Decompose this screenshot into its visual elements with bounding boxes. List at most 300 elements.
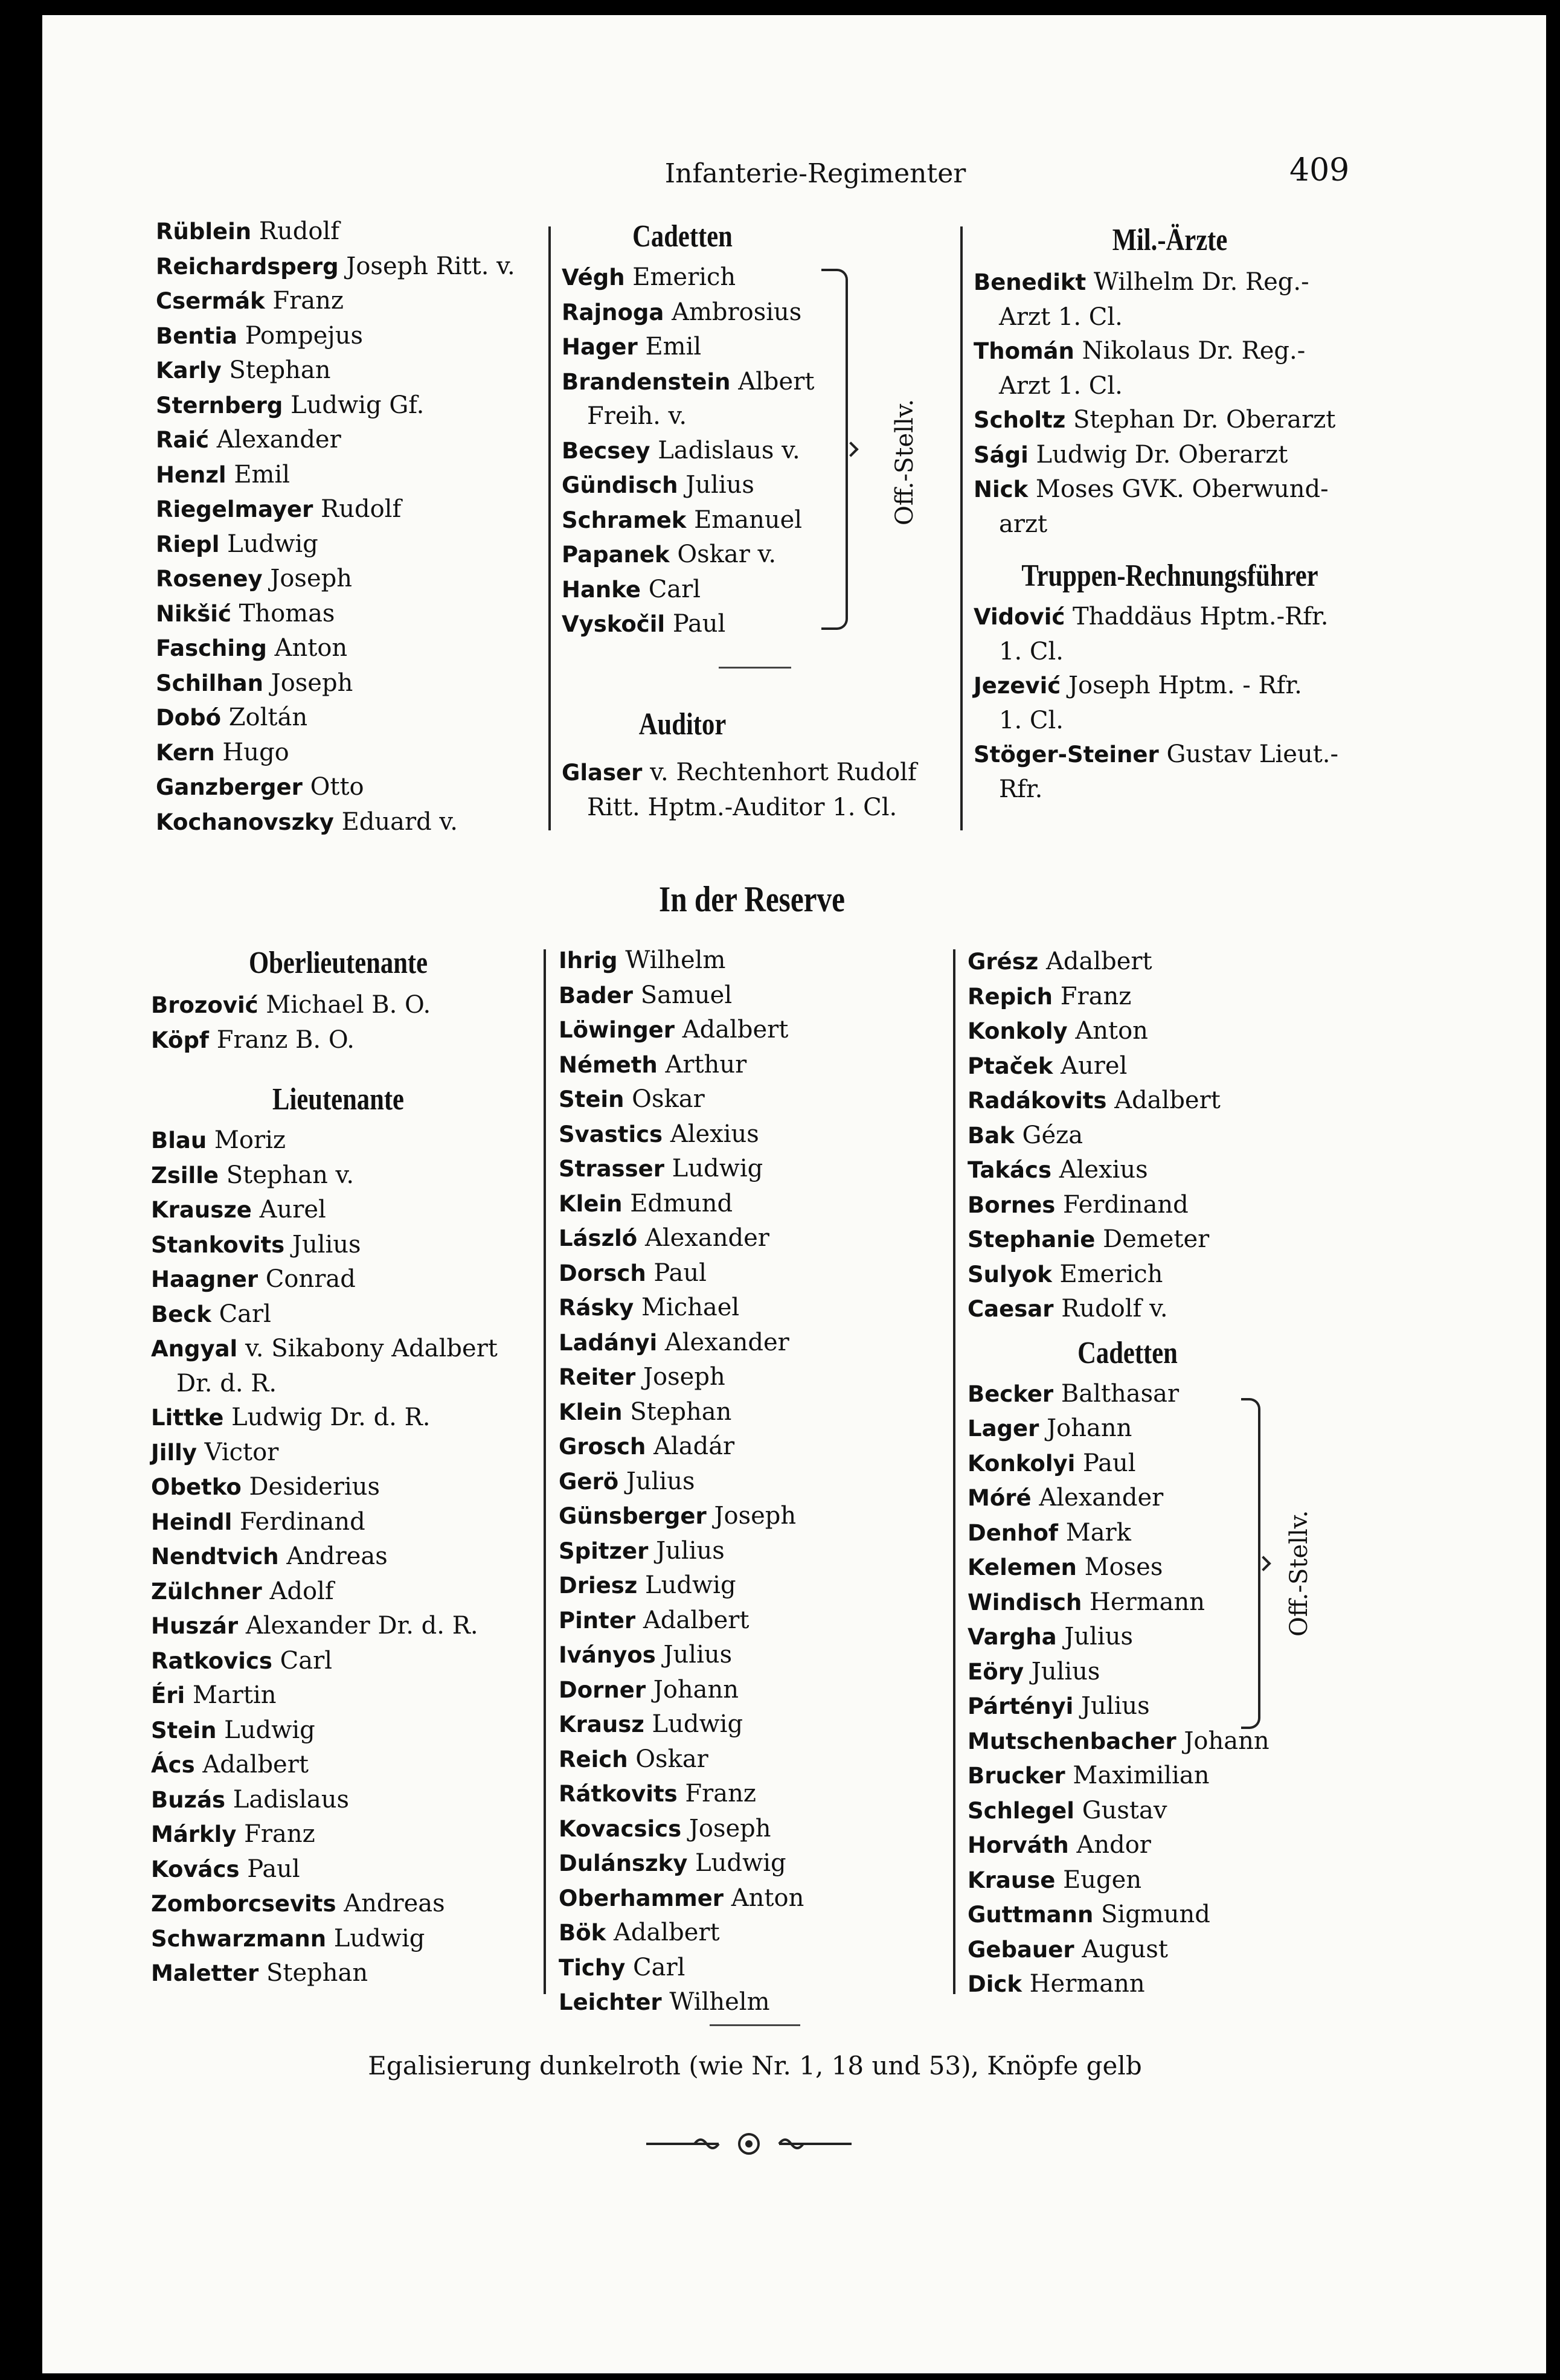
given-name-rank: Wilhelm xyxy=(625,946,726,974)
surname: Stephanie xyxy=(968,1227,1096,1253)
given-name-rank: Oskar xyxy=(632,1085,705,1113)
given-name-rank: Ludwig xyxy=(227,530,318,558)
list-item xyxy=(559,1812,945,1847)
list-item xyxy=(968,1585,1378,1620)
list-item xyxy=(559,1846,945,1881)
list-item xyxy=(559,1221,945,1256)
reserve-heading: In der Reserve xyxy=(659,879,845,919)
surname: Spitzer xyxy=(559,1538,649,1564)
surname: Oberhammer xyxy=(559,1885,724,1911)
surname: Csermák xyxy=(156,288,265,314)
given-name-rank: Arzt 1. Cl. xyxy=(999,303,1123,331)
list-item xyxy=(968,945,1378,980)
surname: Huszár xyxy=(151,1613,239,1639)
given-name-rank: Ludwig xyxy=(333,1924,425,1952)
list-item xyxy=(151,1228,538,1263)
list-item xyxy=(968,1967,1378,2002)
given-name-rank: Joseph xyxy=(270,565,352,592)
list-item xyxy=(559,1568,945,1603)
given-name-rank: Adolf xyxy=(269,1577,334,1605)
list-item xyxy=(559,1742,945,1777)
given-name-rank: Mark xyxy=(1065,1518,1131,1547)
given-name-rank: Ambrosius xyxy=(672,298,802,326)
given-name-rank: Moriz xyxy=(214,1126,286,1154)
surname: Jezević xyxy=(974,673,1061,699)
surname: Riegelmayer xyxy=(156,496,313,522)
list-item xyxy=(559,978,945,1013)
list-item xyxy=(559,1985,945,2020)
list-item xyxy=(559,1603,945,1638)
list-item xyxy=(156,562,542,597)
list-item xyxy=(151,1367,538,1401)
given-name-rank: Ferdinand xyxy=(1063,1190,1189,1219)
list-item xyxy=(562,791,960,825)
surname: Pinter xyxy=(559,1607,636,1634)
list-item xyxy=(559,1916,945,1951)
section-divider xyxy=(719,667,791,669)
surname: Schwarzmann xyxy=(151,1925,327,1952)
oberlieutenante-list xyxy=(151,988,538,1057)
reserve-middle-column xyxy=(559,943,945,2020)
ornament-icon xyxy=(646,2132,852,2156)
given-name-rank: Joseph xyxy=(271,669,353,697)
list-item xyxy=(559,1013,945,1048)
list-item xyxy=(151,1783,538,1818)
surname: Kochanovszky xyxy=(156,809,334,835)
list-item xyxy=(559,1395,945,1430)
given-name-rank: Hugo xyxy=(222,738,289,766)
surname: Radákovits xyxy=(968,1088,1107,1114)
list-item xyxy=(974,737,1384,772)
list-item xyxy=(156,353,542,388)
reserve-cadetten-bracket xyxy=(1241,1398,1260,1729)
list-item xyxy=(151,1193,538,1228)
given-name-rank: Zoltán xyxy=(228,704,308,731)
surname: Krausz xyxy=(559,1711,644,1737)
surname: Horváth xyxy=(968,1832,1069,1858)
surname: Reichardsperg xyxy=(156,253,339,280)
given-name-rank: Anton xyxy=(274,634,348,662)
given-name-rank: Michael B. O. xyxy=(266,991,431,1019)
given-name-rank: Rudolf xyxy=(258,217,340,245)
surname: Krausze xyxy=(151,1197,252,1223)
given-name-rank: Alexander xyxy=(1039,1484,1164,1512)
given-name-rank: Aladár xyxy=(653,1432,735,1460)
auditor-heading: Auditor xyxy=(638,707,727,742)
reserve-cadetten-rest xyxy=(968,1724,1378,2002)
surname: Becker xyxy=(968,1381,1054,1407)
reserve-cadetten-bracketed xyxy=(968,1377,1378,1724)
list-item xyxy=(156,492,542,527)
list-item xyxy=(974,704,1384,738)
list-item xyxy=(968,1620,1378,1655)
given-name-rank: Julius xyxy=(656,1536,725,1565)
list-item xyxy=(559,1881,945,1916)
list-item xyxy=(151,1574,538,1609)
list-item xyxy=(968,980,1378,1015)
surname: Guttmann xyxy=(968,1902,1094,1928)
surname: Karly xyxy=(156,358,222,383)
given-name-rank: Oskar xyxy=(635,1745,708,1773)
list-item xyxy=(151,1262,538,1297)
given-name-rank: Pompejus xyxy=(245,321,363,350)
list-item xyxy=(151,1956,538,1991)
reserve-off-stellv-label: Off.-Stellv. xyxy=(1285,1510,1313,1637)
list-item xyxy=(559,1464,945,1500)
surname: Rátkovits xyxy=(559,1781,678,1807)
given-name-rank: Julius xyxy=(663,1641,733,1669)
reserve-left-column xyxy=(151,945,538,1991)
list-item xyxy=(151,1023,538,1058)
given-name-rank: Ludwig xyxy=(695,1849,786,1877)
surname: Blau xyxy=(151,1127,207,1153)
reserve-right-list xyxy=(968,945,1378,1327)
list-item xyxy=(156,458,542,493)
list-item xyxy=(974,265,1384,300)
list-item xyxy=(974,369,1384,403)
list-item xyxy=(968,1222,1378,1257)
given-name-rank: Alexius xyxy=(1059,1156,1148,1184)
surname: Thomán xyxy=(974,338,1074,364)
surname: Becsey xyxy=(562,437,650,464)
surname: Ptaček xyxy=(968,1053,1053,1079)
given-name-rank: Eduard v. xyxy=(341,807,458,836)
given-name-rank: Julius xyxy=(292,1230,361,1259)
list-item xyxy=(156,527,542,562)
given-name-rank: Carl xyxy=(648,575,701,603)
list-item xyxy=(156,249,542,284)
surname: Klein xyxy=(559,1399,623,1425)
given-name-rank: v. Rechtenhort Rudolf xyxy=(650,759,917,786)
list-item xyxy=(559,1082,945,1117)
surname: Littke xyxy=(151,1405,224,1431)
given-name-rank: Paul xyxy=(653,1259,707,1287)
surname: Ladányi xyxy=(559,1329,658,1356)
aerzte-list xyxy=(974,265,1384,541)
list-item xyxy=(968,1794,1378,1829)
given-name-rank: Franz xyxy=(272,287,344,315)
oberlieutenante-heading: Oberlieutenante xyxy=(248,946,428,980)
surname: Nendtvich xyxy=(151,1544,279,1570)
given-name-rank: Sigmund xyxy=(1101,1900,1210,1928)
given-name-rank: Johann xyxy=(1184,1727,1270,1755)
given-name-rank: Emerich xyxy=(1059,1260,1163,1288)
given-name-rank: Julius xyxy=(626,1467,695,1495)
given-name-rank: 1. Cl. xyxy=(999,706,1064,734)
given-name-rank: Anton xyxy=(731,1884,804,1912)
surname: Scholtz xyxy=(974,407,1066,433)
list-item xyxy=(968,1828,1378,1863)
list-item xyxy=(156,770,542,805)
given-name-rank: Franz B. O. xyxy=(216,1025,355,1054)
list-item xyxy=(156,284,542,319)
list-item xyxy=(559,1499,945,1534)
list-item xyxy=(151,1887,538,1922)
given-name-rank: Ferdinand xyxy=(239,1507,365,1536)
surname: Hanke xyxy=(562,576,641,603)
surname: Papanek xyxy=(562,542,670,568)
list-item xyxy=(968,1049,1378,1084)
given-name-rank: Adalbert xyxy=(643,1606,750,1634)
list-item xyxy=(151,1470,538,1505)
given-name-rank: Demeter xyxy=(1103,1225,1210,1253)
auditor-list xyxy=(562,755,960,824)
list-item xyxy=(974,438,1384,473)
surname: László xyxy=(559,1225,638,1251)
surname: Rásky xyxy=(559,1295,634,1321)
given-name-rank: Paul xyxy=(672,610,726,638)
list-item xyxy=(968,1257,1378,1292)
surname: Márkly xyxy=(151,1821,237,1847)
surname: Dobó xyxy=(156,705,222,731)
page-number: 409 xyxy=(1289,152,1350,188)
list-item xyxy=(151,1852,538,1887)
given-name-rank: Ladislaus xyxy=(233,1785,350,1814)
given-name-rank: Franz xyxy=(244,1820,315,1848)
surname: Nikšić xyxy=(156,600,231,627)
list-item xyxy=(559,1048,945,1083)
list-item xyxy=(151,1748,538,1783)
list-item xyxy=(559,1777,945,1812)
list-item xyxy=(968,1118,1378,1153)
list-item xyxy=(156,388,542,423)
given-name-rank: Ludwig xyxy=(652,1710,743,1738)
list-item xyxy=(968,1292,1378,1327)
list-item xyxy=(559,1707,945,1742)
given-name-rank: Eugen xyxy=(1063,1865,1142,1894)
given-name-rank: Dr. d. R. xyxy=(176,1369,277,1397)
surname: Roseney xyxy=(156,566,263,592)
given-name-rank: Desiderius xyxy=(249,1473,380,1501)
given-name-rank: Moses xyxy=(1084,1553,1163,1581)
list-item xyxy=(559,1256,945,1291)
given-name-rank: Emil xyxy=(234,460,290,489)
given-name-rank: Ludwig xyxy=(224,1716,315,1744)
given-name-rank: Aurel xyxy=(1061,1051,1128,1080)
list-item xyxy=(151,1713,538,1748)
given-name-rank: Ludwig Dr. Oberarzt xyxy=(1036,440,1288,469)
given-name-rank: 1. Cl. xyxy=(999,637,1064,666)
surname: Obetko xyxy=(151,1474,242,1500)
surname: Jilly xyxy=(151,1439,197,1466)
surname: Strasser xyxy=(559,1156,664,1182)
given-name-rank: Julius xyxy=(685,471,754,499)
list-item xyxy=(562,330,954,365)
surname: Brandenstein xyxy=(562,368,731,395)
lieutenante-heading: Lieutenante xyxy=(272,1082,404,1117)
given-name-rank: Alexander xyxy=(664,1328,789,1356)
surname: Haagner xyxy=(151,1266,258,1292)
surname: Móré xyxy=(968,1485,1032,1511)
given-name-rank: Martin xyxy=(192,1681,277,1709)
given-name-rank: Maximilian xyxy=(1073,1762,1210,1789)
list-item xyxy=(151,1505,538,1540)
surname: Gündisch xyxy=(562,472,678,498)
surname: Angyal xyxy=(151,1336,238,1362)
column-rule xyxy=(953,949,955,1994)
surname: Ganzberger xyxy=(156,774,303,800)
list-item xyxy=(562,607,954,642)
given-name-rank: Alexander Dr. d. R. xyxy=(245,1612,478,1640)
given-name-rank: Carl xyxy=(633,1953,685,1981)
list-item xyxy=(156,736,542,771)
surname: Reiter xyxy=(559,1364,636,1390)
list-item xyxy=(151,1158,538,1193)
list-item xyxy=(968,1863,1378,1898)
given-name-rank: Moses GVK. Oberwund- xyxy=(1035,475,1329,503)
given-name-rank: Michael xyxy=(641,1294,740,1321)
list-item xyxy=(559,1638,945,1673)
given-name-rank: Andreas xyxy=(344,1890,445,1917)
list-item xyxy=(156,666,542,701)
surname: Németh xyxy=(559,1051,658,1078)
surname: Nick xyxy=(974,476,1029,502)
given-name-rank: Otto xyxy=(310,773,364,801)
given-name-rank: Arzt 1. Cl. xyxy=(999,371,1123,400)
surname: Zülchner xyxy=(151,1578,262,1605)
surname: Löwinger xyxy=(559,1017,675,1043)
surname: Ratkovics xyxy=(151,1647,272,1674)
surname: Sági xyxy=(974,441,1029,468)
list-item xyxy=(151,1539,538,1574)
surname: Éri xyxy=(151,1682,185,1708)
list-item xyxy=(968,1759,1378,1794)
surname: Schlegel xyxy=(968,1797,1074,1824)
surname: Glaser xyxy=(562,760,643,786)
reserve-cadetten-heading: Cadetten xyxy=(1077,1335,1178,1370)
surname: Konkoly xyxy=(968,1018,1068,1044)
officer-list xyxy=(156,214,542,839)
given-name-rank: Victor xyxy=(204,1438,279,1466)
given-name-rank: Adalbert xyxy=(1114,1086,1221,1114)
surname: Brucker xyxy=(968,1763,1065,1789)
lieutenante-list xyxy=(151,1123,538,1991)
surname: Mutschenbacher xyxy=(968,1728,1176,1754)
given-name-rank: Gustav Lieut.- xyxy=(1166,740,1339,768)
surname: Dulánszky xyxy=(559,1850,688,1876)
list-item xyxy=(968,1083,1378,1118)
surname: Caesar xyxy=(968,1296,1054,1322)
given-name-rank: Adalbert xyxy=(682,1016,789,1044)
given-name-rank: Stephan v. xyxy=(226,1161,355,1189)
list-item xyxy=(974,635,1384,669)
list-item xyxy=(974,600,1384,635)
list-item xyxy=(559,1673,945,1708)
surname: Stein xyxy=(151,1717,217,1743)
column-rule xyxy=(548,226,551,830)
list-item xyxy=(562,365,954,400)
surname: Kelemen xyxy=(968,1554,1077,1580)
list-item xyxy=(559,943,945,978)
list-item xyxy=(559,1187,945,1222)
surname: Windisch xyxy=(968,1589,1082,1615)
surname: Henzl xyxy=(156,461,226,488)
list-item xyxy=(968,1550,1378,1585)
list-item xyxy=(968,1516,1378,1551)
list-item xyxy=(968,1446,1378,1481)
surname: Köpf xyxy=(151,1027,210,1053)
given-name-rank: Ladislaus v. xyxy=(658,436,800,464)
surname: Dick xyxy=(968,1971,1022,1997)
given-name-rank: Joseph xyxy=(689,1814,771,1843)
surname: Kern xyxy=(156,739,215,766)
surname: Takács xyxy=(968,1157,1051,1183)
given-name-rank: Rudolf xyxy=(321,495,402,523)
surname: Iványos xyxy=(559,1642,656,1668)
list-item xyxy=(974,300,1384,335)
surname: Riepl xyxy=(156,531,220,557)
given-name-rank: Johann xyxy=(653,1675,739,1704)
given-name-rank: Paul xyxy=(247,1855,300,1883)
surname: Vargha xyxy=(968,1624,1057,1650)
given-name-rank: Franz xyxy=(1060,982,1132,1010)
surname: Svastics xyxy=(559,1121,663,1147)
column-rule xyxy=(544,949,546,1994)
given-name-rank: Albert xyxy=(738,367,815,396)
upper-left-column xyxy=(156,214,542,839)
surname: Vidović xyxy=(974,604,1065,630)
list-item xyxy=(559,1326,945,1361)
surname: Raić xyxy=(156,427,210,453)
surname: Dorsch xyxy=(559,1260,646,1286)
list-item xyxy=(156,214,542,249)
surname: Benedikt xyxy=(974,269,1087,295)
list-item xyxy=(151,1678,538,1713)
given-name-rank: Wilhelm xyxy=(669,1988,770,2016)
given-name-rank: Arthur xyxy=(665,1050,747,1079)
surname: Dorner xyxy=(559,1676,646,1703)
cadetten-bracket xyxy=(821,269,848,630)
reserve-right-column xyxy=(968,945,1378,2002)
list-item xyxy=(974,472,1384,507)
given-name-rank: Emil xyxy=(645,333,702,361)
surname: Fasching xyxy=(156,635,267,661)
list-item xyxy=(559,1117,945,1152)
list-item xyxy=(968,1724,1378,1759)
given-name-rank: Julius xyxy=(1064,1623,1134,1650)
surname: Bader xyxy=(559,982,633,1009)
given-name-rank: Adalbert xyxy=(1046,948,1152,975)
list-item xyxy=(559,1152,945,1187)
list-item xyxy=(559,1291,945,1326)
given-name-rank: Ritt. Hptm.-Auditor 1. Cl. xyxy=(587,793,897,821)
list-item xyxy=(156,701,542,736)
list-item xyxy=(974,507,1384,542)
given-name-rank: Nikolaus Dr. Reg.- xyxy=(1082,337,1306,365)
given-name-rank: Julius xyxy=(1031,1657,1100,1686)
surname: Ács xyxy=(151,1752,195,1778)
column-rule xyxy=(960,226,963,830)
reserve-middle-list xyxy=(559,943,945,2020)
list-item xyxy=(151,1817,538,1852)
list-item xyxy=(562,537,954,573)
surname: Grosch xyxy=(559,1434,646,1460)
list-item xyxy=(968,1153,1378,1188)
given-name-rank: Andreas xyxy=(286,1542,388,1570)
given-name-rank: Freih. v. xyxy=(587,402,687,430)
list-item xyxy=(151,1435,538,1471)
list-item xyxy=(151,1297,538,1332)
surname: Végh xyxy=(562,265,625,290)
given-name-rank: Franz xyxy=(685,1780,756,1807)
auditor-column xyxy=(562,707,960,824)
given-name-rank: v. Sikabony Adalbert xyxy=(245,1335,498,1362)
given-name-rank: Thaddäus Hptm.-Rfr. xyxy=(1073,603,1329,630)
surname: Gebauer xyxy=(968,1936,1074,1963)
given-name-rank: Rudolf v. xyxy=(1061,1295,1168,1323)
given-name-rank: Adalbert xyxy=(613,1919,720,1946)
list-item xyxy=(562,260,954,295)
